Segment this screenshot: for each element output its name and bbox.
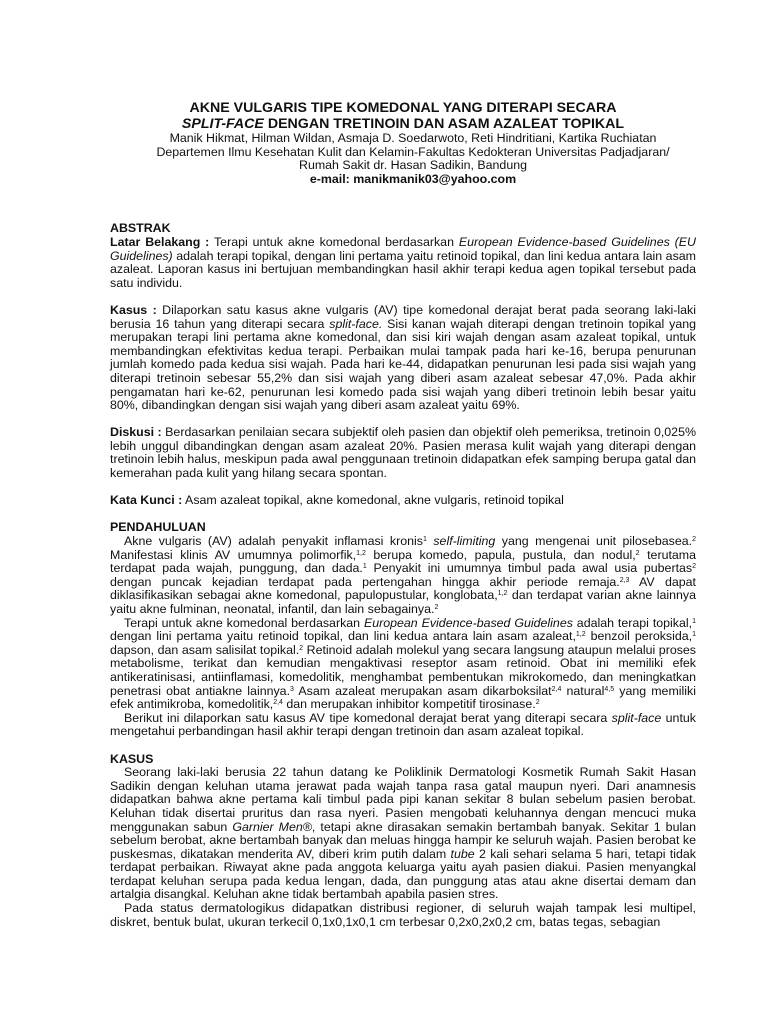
abstract-keywords	[110, 494, 696, 508]
text-span: Dilaporkan satu kasus akne vulgaris (AV) tipe komedonal derajat berat pada seorang laki-laki berusia 16 tahun yang diterapi secara	[110, 302, 696, 331]
citation: 4,5	[604, 685, 615, 693]
discussion-label: Diskusi :	[110, 425, 162, 440]
text-span: Terapi untuk akne komedonal berdasarkan	[124, 615, 364, 630]
citation: 2,3	[619, 576, 630, 584]
text-span: Asam azaleat topikal, akne komedonal, akne vulgaris, retinoid topikal	[182, 493, 564, 508]
case-label: Kasus :	[110, 302, 157, 317]
text-span: AV dapat diklasifikasikan sebagai akne komedonal, papulopustular, konglobata,	[110, 574, 696, 603]
author-list: Manik Hikmat, Hilman Wildan, Asmaja D. Soedarwoto, Reti Hindritiani, Kartika Ruchiatan	[169, 131, 657, 145]
text-span: Berikut ini dilaporkan satu kasus AV tipe komedonal derajat berat yang diterapi secara	[124, 710, 612, 725]
abstract-heading: ABSTRAK	[110, 221, 171, 236]
text-span: Seorang laki-laki berusia 22 tahun datang ke Poliklinik Dermatologi Kosmetik Rumah Sakit Hasan Sadikin dengan keluhan utama jerawat pada wajah tanpa rasa gatal maupun nyeri. Dari anamnesis didapatkan bahwa akne pertama kali timbul pada pipi kanan sekitar 8 bulan sebelum pasien berobat. Keluhan tidak disertai pruritus dan rasa nyeri. Pasien mengobati keluhannya dengan mencuci muka menggunakan sabun	[110, 765, 696, 834]
citation: 2	[692, 563, 697, 571]
citation: 2	[535, 699, 540, 707]
citation: 2	[692, 536, 696, 544]
text-span: Terapi untuk akne komedonal berdasarkan	[209, 234, 459, 249]
text-span: Manifestasi klinis AV umumnya polimorfik,	[110, 547, 357, 562]
italic-span: Garnier Men®	[232, 819, 312, 834]
abstract-case	[110, 304, 696, 413]
citation: 1,2	[497, 590, 508, 598]
italic-span: tube	[450, 846, 475, 861]
text-span: dan merupakan inhibitor kompetitif tirosinase.	[282, 697, 536, 712]
italic-span: split-face.	[329, 316, 383, 331]
text-span: dengan puncak kejadian terdapat pada pertengahan hingga akhir periode remaja.	[110, 574, 620, 589]
citation: 2,4	[551, 685, 562, 693]
text-span: untuk mengetahui perbandingan hasil akhir terapi dengan tretinoin dan asam azaleat topikal.	[110, 710, 696, 739]
text-span: berupa komedo, papula, pustula, dan nodul,	[365, 547, 636, 562]
citation: 1,2	[356, 549, 366, 557]
italic-span: European Evidence-based Guidelines (EU Guidelines)	[110, 234, 697, 263]
text-span: adalah terapi topikal, dengan lini pertama yaitu retinoid topikal, dan lini kedua antara lain asam azaleat. Laporan kasus ini bertujuan membandingkan hasil akhir terapi kedua agen topikal tersebut pada satu individu.	[110, 248, 696, 290]
text-span: Retinoid adalah molekul yang secara langsung ataupun melalui proses metabolisme, terikat dan kemudian mengaktivasi reseptor asam retinoid. Obat ini memiliki efek antikeratinisasi, antiinflamasi, komedolitik, menghambat pembentukan mikrokomedo, dan meningkatkan penetrasi obat antiakne lainnya.	[110, 642, 696, 698]
abstract-discussion	[110, 426, 696, 480]
text-span: Berdasarkan penilaian secara subjektif oleh pasien dan objektif oleh pemeriksa, tretinoin 0,025% lebih unggul dibandingkan dengan asam azaleat 20%. Pasien merasa kulit wajah yang diterapi dengan tretinoin lebih halus, meskipun pada awal penggunaan tretinoin didapatkan efek samping berupa gatal dan kemerahan pada kulit yang hilang secara spontan.	[110, 425, 696, 481]
text-span: dengan lini pertama yaitu retinoid topikal, dan lini kedua antara lain asam azaleat,	[110, 629, 576, 644]
text-span: Asam azaleat merupakan asam dikarboksilat	[293, 683, 552, 698]
citation: 2	[635, 549, 640, 557]
introduction-paragraph-3	[110, 712, 696, 739]
introduction-paragraph-1	[110, 535, 696, 617]
citation: 1	[692, 631, 696, 639]
title-italic: SPLIT-FACE	[181, 116, 264, 132]
case-paragraph-2: Pada status dermatologikus didapatkan distribusi regioner, di seluruh wajah tampak lesi multipel, diskret, bentuk bulat, ukuran terkecil 0,1x0,1x0,1 cm terbesar 0,2x0,2x0,2 cm, batas tegas, sebagian	[110, 901, 696, 929]
affiliation	[110, 146, 696, 173]
text-span: yang memiliki efek antimikroba, komedolitik,	[110, 683, 696, 712]
text-span: dapson, dan asam salisilat topikal.	[110, 642, 300, 657]
case-heading: KASUS	[110, 751, 154, 766]
title-rest: DENGAN TRETINOIN DAN ASAM AZALEAT TOPIKAL	[263, 116, 625, 132]
text-span: natural	[561, 683, 605, 698]
document-content	[110, 100, 696, 929]
citation: 1	[692, 617, 696, 625]
text-span: adalah terapi topikal,	[572, 615, 693, 630]
text-span: Sisi kanan wajah diterapi dengan tretinoin topikal yang merupakan terapi lini pertama akne komedonal, dan sisi kiri wajah dengan asam azaleat topikal, untuk membandingkan efektivitas kedua terapi. Perbaikan mulai tampak pada hari ke-16, berupa penurunan jumlah komedo pada kedua sisi wajah. Pada hari ke-44, didapatkan penurunan lesi pada sisi wajah yang diterapi tretinoin sebesar 55,2% dan sisi wajah yang diberi asam azaleat sebesar 47,0%. Pada akhir pengamatan hari ke-62, penurunan lesi komedo pada sisi wajah yang diberi tretinoin lebih besar yaitu 80%, dibandingkan dengan sisi wajah yang diberi asam azaleat yaitu 69%.	[110, 316, 696, 413]
italic-span: split-face	[611, 710, 662, 725]
citation: 3	[290, 685, 294, 693]
text-span: Penyakit ini umumnya timbul pada awal usia pubertas	[366, 561, 693, 576]
background-label: Latar Belakang :	[110, 234, 210, 249]
title-line-2	[110, 116, 696, 132]
text-span: dan terdapat varian akne lainnya yaitu akne fulminan, neonatal, infantil, dan lain sebagainya.	[110, 588, 696, 616]
text-span: yang mengenai unit pilosebasea.	[495, 534, 693, 549]
introduction-paragraph-2	[110, 617, 696, 712]
citation: 1,2	[575, 631, 586, 639]
paper-title	[110, 100, 696, 132]
citation: 1	[362, 563, 367, 571]
text-span: Akne vulgaris (AV) adalah penyakit inflamasi kronis	[124, 534, 423, 549]
contact-email: e-mail: manikmanik03@yahoo.com	[309, 171, 517, 186]
italic-span: self-limiting	[426, 534, 496, 549]
citation: 2,4	[273, 699, 283, 707]
text-span: benzoil peroksida,	[585, 629, 693, 644]
keywords-label: Kata Kunci :	[110, 493, 183, 508]
introduction-heading: PENDAHULUAN	[110, 520, 206, 535]
affiliation-line-2: Rumah Sakit dr. Hasan Sadikin, Bandung	[299, 158, 527, 173]
affiliation-line-1: Departemen Ilmu Kesehatan Kulit dan Kelamin-Fakultas Kedokteran Universitas Padjadjaran/	[156, 144, 670, 159]
text-span: 2 kali sehari selama 5 hari, tetapi tidak terdapat perbaikan. Riwayat akne pada anggota keluarga yaitu ayah pasien diakui. Pasien menyangkal terdapat keluhan serupa pada kedua lengan, dada, dan punggung atas atau akne disertai demam dan artalgia disangkal. Keluhan akne tidak bertambah apabila pasien stres.	[110, 846, 696, 902]
abstract-background	[110, 236, 696, 290]
citation: 2	[299, 644, 304, 652]
italic-span: European Evidence-based Guidelines	[363, 615, 573, 630]
case-paragraph-1	[110, 766, 696, 902]
text-span: , tetapi akne dirasakan semakin bertambah banyak. Sekitar 1 bulan sebelum berobat, akne bertambah banyak dan meluas hingga hampir ke seluruh wajah. Pasien berobat ke puskesmas, dikatakan menderita AV, diberi krim putih dalam	[110, 819, 696, 861]
citation: 2	[434, 604, 439, 611]
text-span: terutama terdapat pada wajah, punggung, dan dada.	[110, 547, 697, 576]
title-line-1: AKNE VULGARIS TIPE KOMEDONAL YANG DITERAPI SECARA	[189, 100, 617, 116]
citation: 1	[422, 536, 427, 544]
